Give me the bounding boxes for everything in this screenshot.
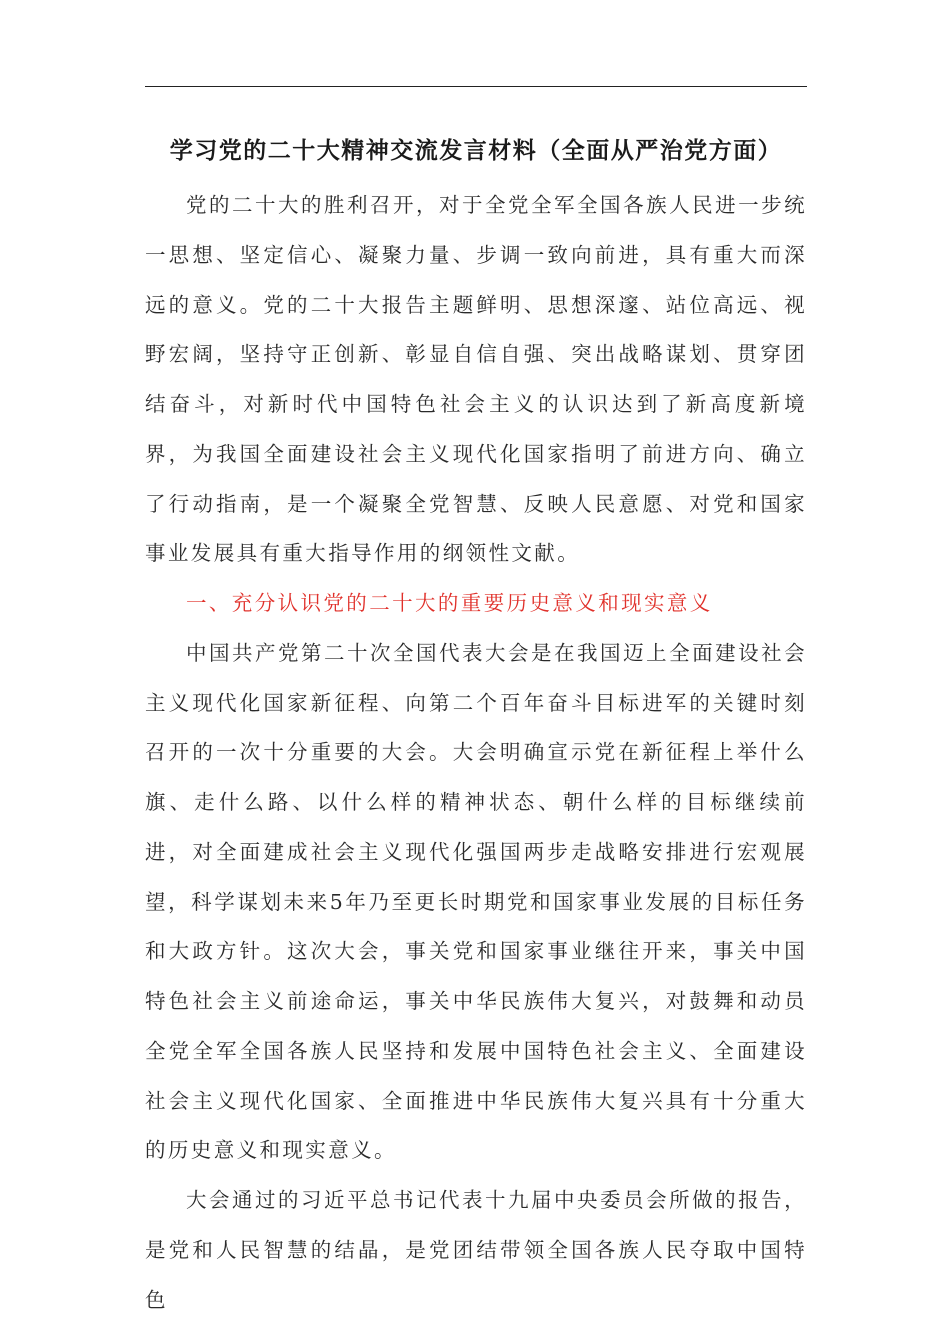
section-heading: 一、充分认识党的二十大的重要历史意义和现实意义 bbox=[186, 591, 713, 615]
document-title: 学习党的二十大精神交流发言材料（全面从严治党方面） bbox=[169, 137, 783, 164]
body-paragraph: 中国共产党第二十次全国代表大会是在我国迈上全面建设社会主义现代化国家新征程、向第二个百年奋斗目标进军的关键时刻召开的一次十分重要的大会。大会明确宣示党在新征程上举什么旗、走什么路、以什么样的精神状态、朝什么样的目标继续前进，对全面建成社会主义现代化强国两步走战略安排进行宏观展望，科学谋划未来5年乃至更长时期党和国家事业发展的目标任务和大政方针。这次大会，事关党和国家事业继往开来，事关中国特色社会主义前途命运，事关中华民族伟大复兴，对鼓舞和动员全党全军全国各族人民坚持和发展中国特色社会主义、全面建设社会主义现代化国家、全面推进中华民族伟大复兴具有十分重大的历史意义和现实意义。 bbox=[145, 640, 807, 1163]
document-body bbox=[145, 181, 807, 1325]
intro-paragraph: 党的二十大的胜利召开，对于全党全军全国各族人民进一步统一思想、坚定信心、凝聚力量、步调一致向前进，具有重大而深远的意义。党的二十大报告主题鲜明、思想深邃、站位高远、视野宏阔，坚持守正创新、彰显自信自强、突出战略谋划、贯穿团结奋斗，对新时代中国特色社会主义的认识达到了新高度新境界，为我国全面建设社会主义现代化国家指明了前进方向、确立了行动指南，是一个凝聚全党智慧、反映人民意愿、对党和国家事业发展具有重大指导作用的纲领性文献。 bbox=[145, 193, 807, 566]
header-rule bbox=[145, 86, 807, 87]
body-paragraph: 大会通过的习近平总书记代表十九届中央委员会所做的报告，是党和人民智慧的结晶，是党团结带领全国各族人民夺取中国特色 bbox=[145, 1188, 807, 1312]
